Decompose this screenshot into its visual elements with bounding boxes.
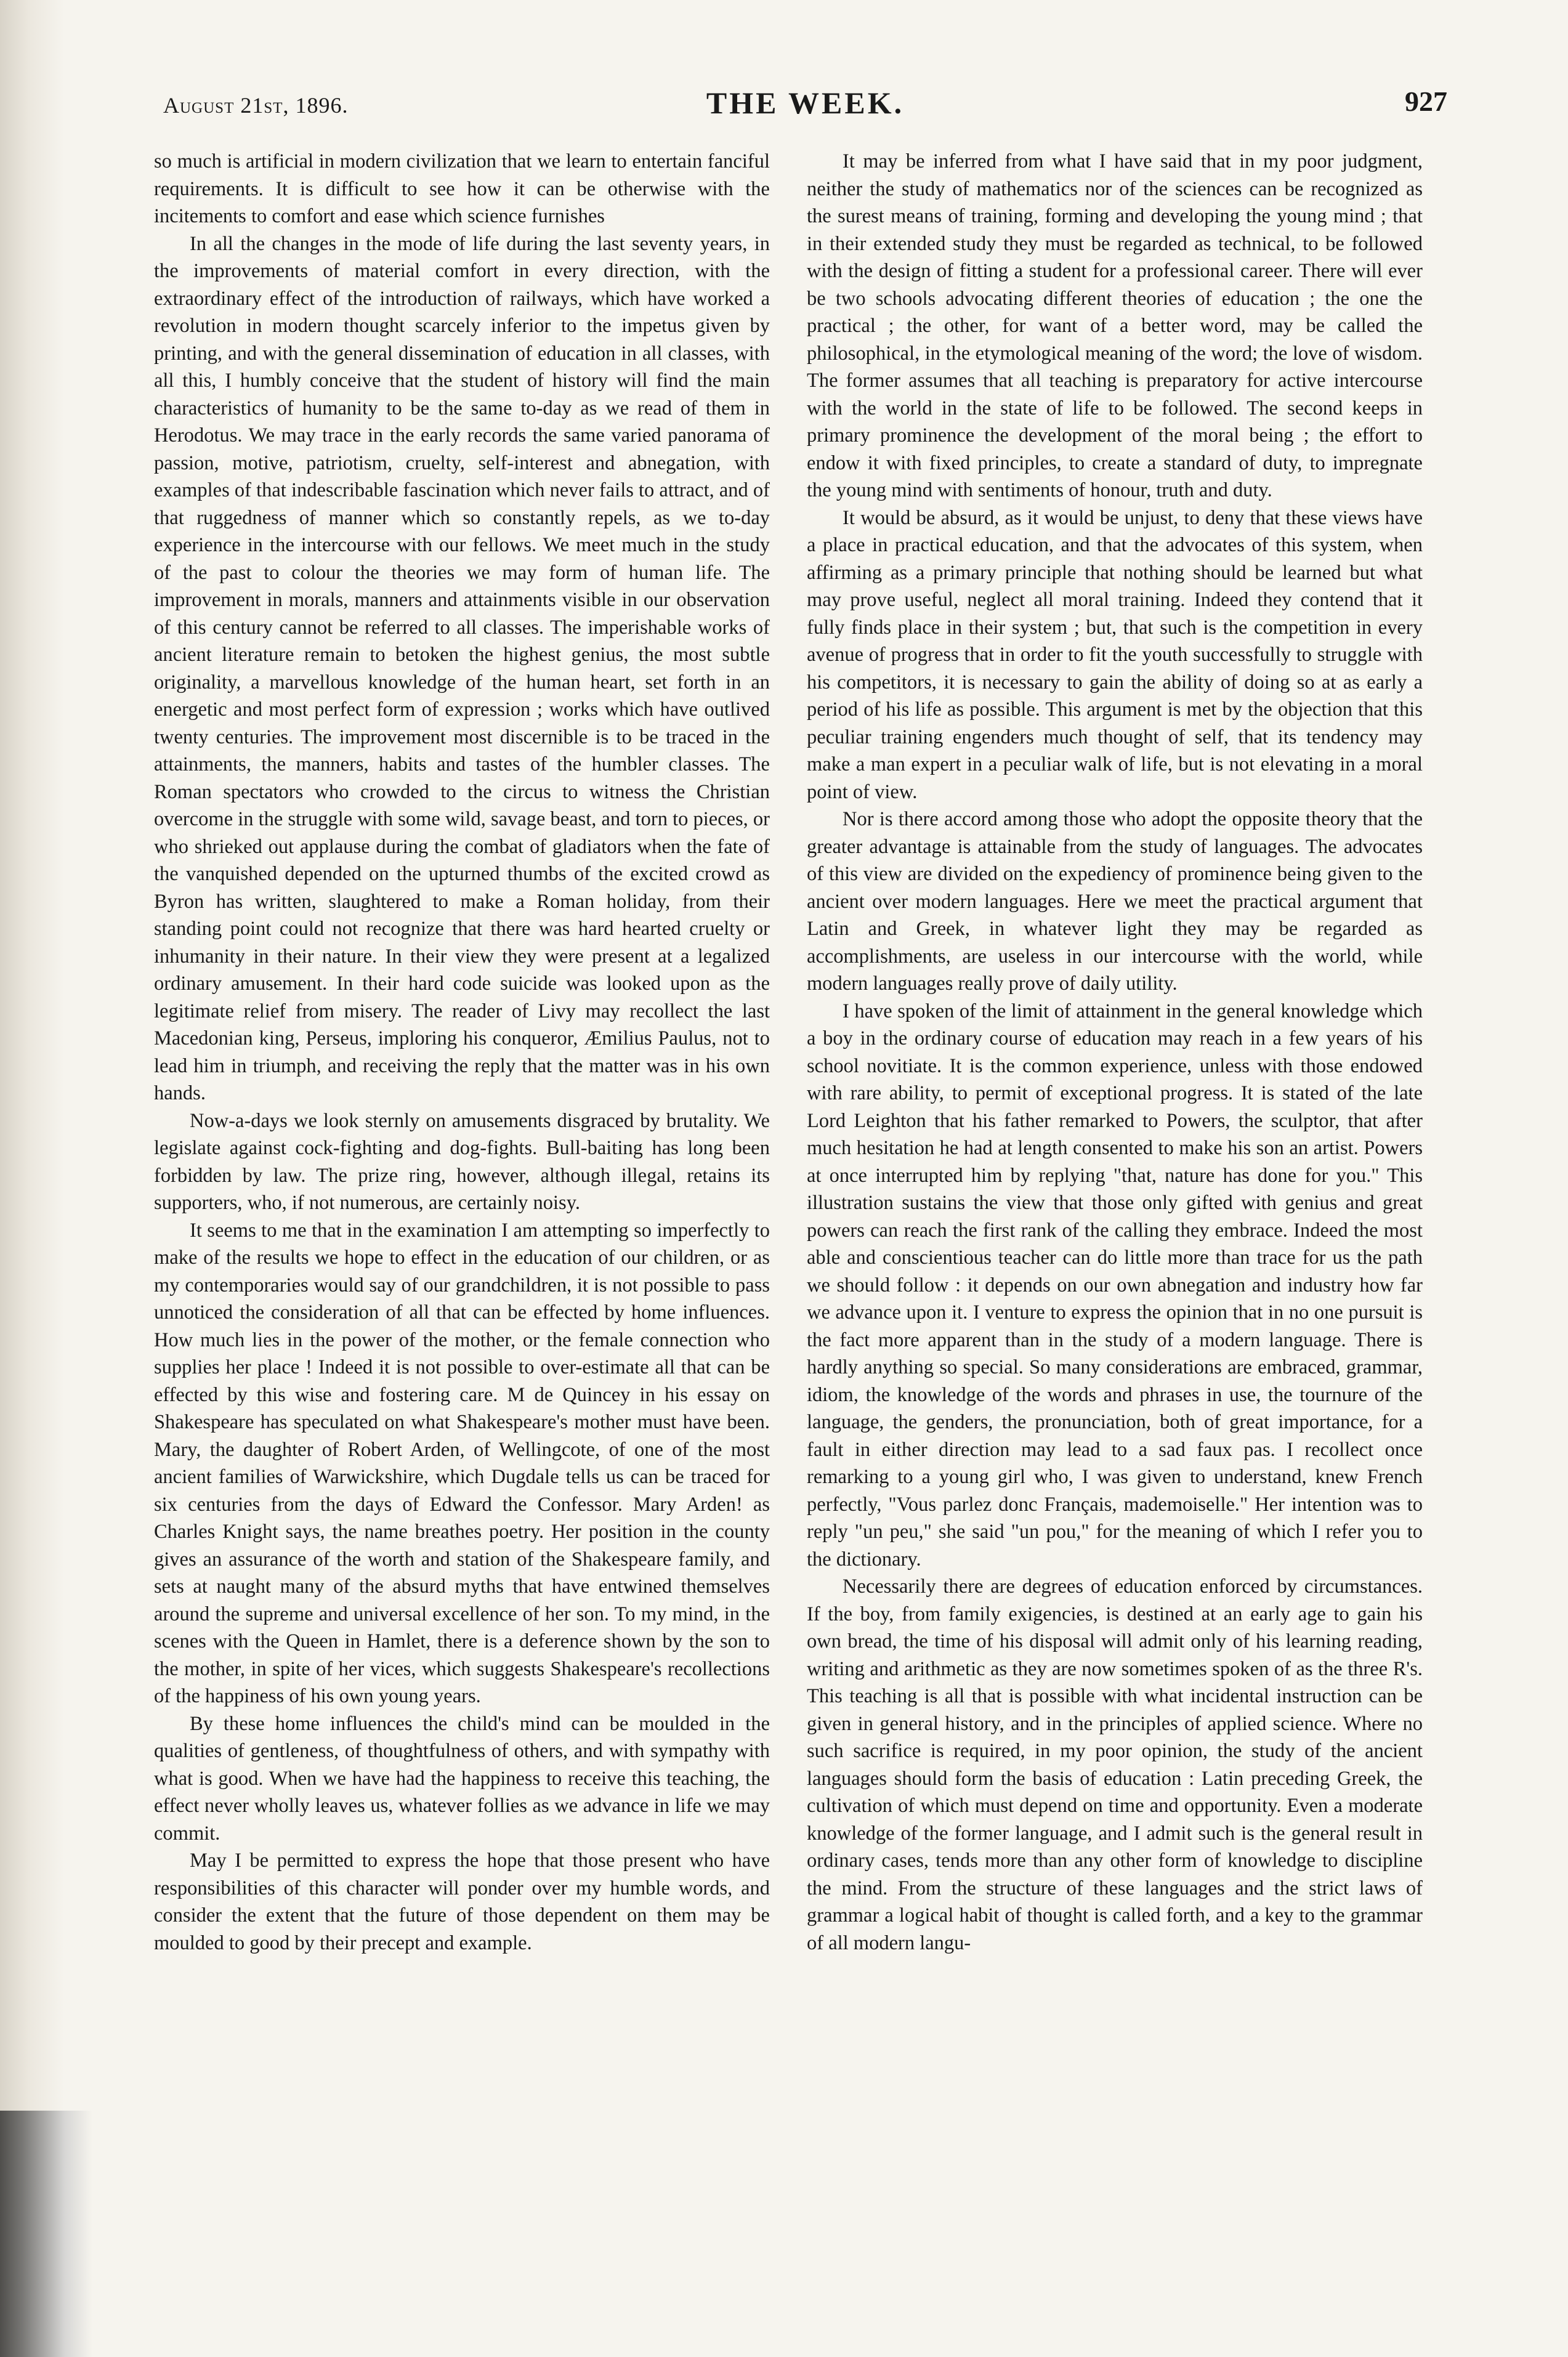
issue-date: August 21st, 1896. xyxy=(163,93,349,118)
paragraph: I have spoken of the limit of attainment in the general knowledge which a boy in the ordinary course of education may reach in a few years of his school novitiate. It is the common experience, unless with those endowed with rare ability, to permit of exceptional progress. It is stated of the late Lord Leighton that his father remarked to Powers, the sculptor, that after much hesitation he had at length consented to make his son an artist. Powers at once interrupted him by replying "that, nature has done for you." This illustration sustains the view that those only gifted with genius and great powers can reach the first rank of the calling they embrace. Indeed the most able and conscientious teacher can do little more than trace for us the path we should follow : it depends on our own abnegation and industry how far we advance upon it. I venture to express the opinion that in no one pursuit is the fact more apparent than in the study of a modern language. There is hardly anything so special. So many considerations are embraced, grammar, idiom, the knowledge of the words and phrases in use, the tournure of the language, the genders, the pronunciation, both of great importance, for a fault in either direction may lead to a sad faux pas. I recollect once remarking to a young girl who, I was given to understand, knew French perfectly, "Vous parlez donc Français, mademoiselle." Her intention was to reply "un peu," she said "un pou," for the meaning of which I refer you to the dictionary. xyxy=(807,1000,1423,1571)
paragraph: Now-a-days we look sternly on amusements disgraced by brutality. We legislate against cock-fighting and dog-fights. Bull-baiting has long been forbidden by law. The prize ring, however, although illegal, retains its supporters, who, if not numerous, are certainly noisy. xyxy=(154,1109,770,1214)
page-corner-shadow xyxy=(0,2111,92,2357)
page-header xyxy=(163,85,1447,128)
paragraph: so much is artificial in modern civilization that we learn to entertain fanciful requirements. It is difficult to see how it can be otherwise with the incitements to comfort and ease which science furnishes xyxy=(154,150,770,227)
paragraph: In all the changes in the mode of life during the last seventy years, in the improvements of material comfort in every direction, with the extraordinary effect of the introduction of railways, which have worked a revolution in modern thought scarcely inferior to the impetus given by printing, and with the general dissemination of education in all classes, with all this, I humbly conceive that the student of history will find the main characteristics of humanity to be the same to-day as we read of them in Herodotus. We may trace in the early records the same varied panorama of passion, motive, patriotism, cruelty, self-interest and abnegation, with examples of that indescribable fascination which never fails to attract, and of that ruggedness of manner which so constantly repels, as we to-day experience in the intercourse with our fellows. We meet much in the study of the past to colour the theories we may form of human life. The improvement in morals, manners and attainments visible in our observation of this century cannot be referred to all classes. The imperishable works of ancient literature remain to betoken the highest genius, the most subtle originality, a marvellous knowledge of the human heart, set forth in an energetic and most perfect form of expression ; works which have outlived twenty centuries. The improvement most discernible is to be traced in the attainments, the manners, habits and tastes of the humbler classes. The Roman spectators who crowded to the circus to witness the Christian overcome in the struggle with some wild, savage beast, and torn to pieces, or who shrieked out applause during the combat of gladiators when the fate of the vanquished depended on the upturned thumbs of the excited crowd as Byron has written, slaughtered to make a Roman holiday, from their standing point could not recognize that there was hard hearted cruelty or inhumanity in their nature. In their view they were present at a legalized ordinary amusement. In their hard code suicide was looked upon as the legitimate relief from misery. The reader of Livy may recollect the last Macedonian king, Perseus, imploring his conqueror, Æmilius Paulus, not to lead him in triumph, and receiving the reply that the matter was in his own hands. xyxy=(154,232,770,1104)
paragraph: Necessarily there are degrees of education enforced by circumstances. If the boy, from family exigencies, is destined at an early age to gain his own bread, the time of his disposal will admit only of his learning reading, writing and arithmetic as they are now sometimes spoken of as the three R's. This teaching is all that is possible with what incidental instruction can be given in general history, and in the principles of applied science. Where no such sacrifice is required, in my poor opinion, the study of the ancient languages should form the basis of education : Latin preceding Greek, the cultivation of which must depend on time and opportunity. Even a moderate knowledge of the former language, and I admit such is the general result in ordinary cases, tends more than any other form of knowledge to discipline the mind. From the structure of these languages and the strict laws of grammar a logical habit of thought is called forth, and a key to the grammar of all modern langu- xyxy=(807,1575,1423,1954)
paragraph: It seems to me that in the examination I am attempting so imperfectly to make of the results we hope to effect in the education of our children, or as my contemporaries would say of our grandchildren, it is not possible to pass unnoticed the consideration of all that can be effected by home influences. How much lies in the power of the mother, or the female connection who supplies her place ! Indeed it is not possible to over-estimate all that can be effected by this wise and fostering care. M de Quincey in his essay on Shakespeare has speculated on what Shakespeare's mother must have been. Mary, the daughter of Robert Arden, of Wellingcote, of one of the most ancient families of Warwickshire, which Dugdale tells us can be traced for six centuries from the days of Edward the Confessor. Mary Arden! as Charles Knight says, the name breathes poetry. Her position in the county gives an assurance of the worth and station of the Shakespeare family, and sets at naught many of the absurd myths that have entwined themselves around the supreme and universal excellence of her son. To my mind, in the scenes with the Queen in Hamlet, there is a deference shown by the son to the mother, in spite of her vices, which suggests Shakespeare's recollections of the happiness of his own young years. xyxy=(154,1219,770,1707)
page-number: 927 xyxy=(1405,86,1447,117)
paragraph: May I be permitted to express the hope that those present who have responsibilities of this character will ponder over my humble words, and consider the extent that the future of those dependent on them may be moulded to good by their precept and example. xyxy=(154,1850,770,1954)
paragraph: It would be absurd, as it would be unjust, to deny that these views have a place in practical education, and that the advocates of this system, when affirming as a primary principle that nothing should be learned but what may prove useful, neglect all moral training. Indeed they contend that it fully finds place in their system ; but, that such is the competition in every avenue of progress that in order to fit the youth successfully to struggle with his competitors, it is necessary to gain the ability of doing so at as early a period of his life as possible. This argument is met by the objection that this peculiar training engenders much thought of self, that its tendency may make a man expert in a peculiar walk of life, but is not elevating in a moral point of view. xyxy=(807,506,1423,803)
paragraph: By these home influences the child's mind can be moulded in the qualities of gentleness, of thoughtfulness of others, and with sympathy with what is good. When we have had the happiness to receive this teaching, the effect never wholly leaves us, whatever follies as we advance in life we may commit. xyxy=(154,1712,770,1845)
paragraph: Nor is there accord among those who adopt the opposite theory that the greater advantage is attainable from the study of languages. The advocates of this view are divided on the expediency of prominence being given to the ancient over modern languages. Here we meet the practical argument that Latin and Greek, in whatever light they may be regarded as accomplishments, are useless in our intercourse with the world, while modern languages really prove of daily utility. xyxy=(807,808,1423,995)
left-column xyxy=(154,148,770,2340)
page-binding-edge xyxy=(0,0,65,2357)
journal-title: THE WEEK. xyxy=(706,86,905,120)
paragraph: It may be inferred from what I have said that in my poor judgment, neither the study of mathematics nor of the sciences can be recognized as the surest means of training, forming and developing the young mind ; that in their extended study they must be regarded as technical, to be followed with the design of fitting a student for a professional career. There will ever be two schools advocating different theories of education ; the one the practical ; the other, for want of a better word, may be called the philosophical, in the etymological meaning of the word; the love of wisdom. The former assumes that all teaching is preparatory for active intercourse with the world in the state of life to be followed. The second keeps in primary prominence the development of the moral being ; the effort to endow it with fixed principles, to create a standard of duty, to impregnate the young mind with sentiments of honour, truth and duty. xyxy=(807,150,1423,501)
right-column xyxy=(807,148,1423,2340)
